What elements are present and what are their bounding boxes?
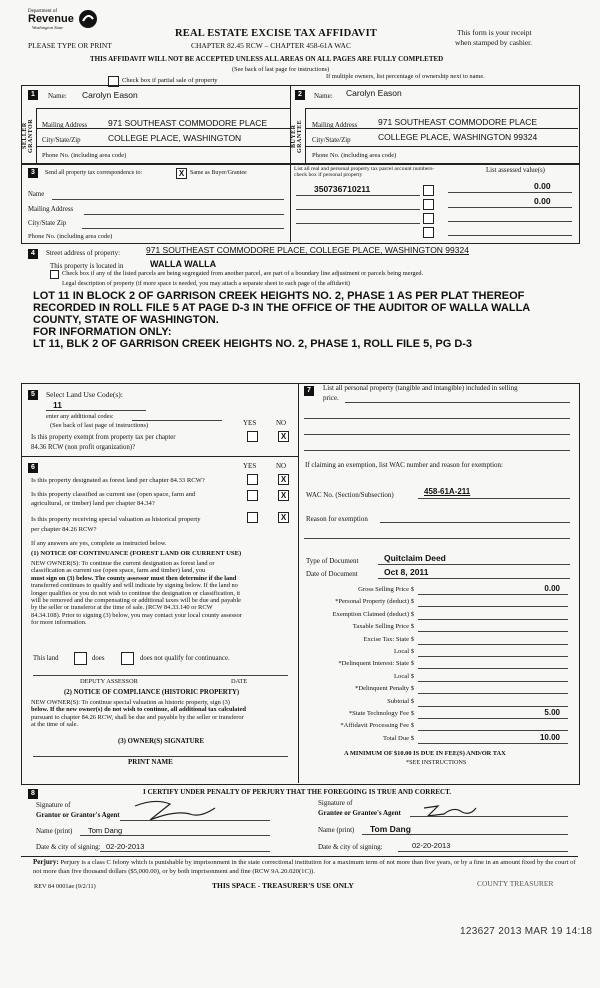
fee-row	[300, 596, 576, 608]
buyer-name-label: Name:	[314, 92, 333, 100]
receipt-note-1: This form is your receipt	[457, 28, 532, 37]
seller-city: COLLEGE PLACE, WASHINGTON	[108, 133, 242, 143]
section-2-badge: 2	[295, 90, 305, 100]
seller-mailing: 971 SOUTHEAST COMMODORE PLACE	[108, 118, 268, 128]
document-date: Oct 8, 2011	[384, 567, 429, 577]
assessed-value-2: 0.00	[534, 196, 551, 206]
grantee-agent-label: Grantee or Grantee's Agent	[318, 809, 401, 817]
grantor-name: Tom Dang	[88, 826, 123, 835]
grantee-date-label: Date & city of signing:	[318, 843, 383, 851]
section5-no-header: NO	[276, 419, 287, 427]
continuance-line-8: 84.34.108). Prior to signing (3) below, you may contact your local county assessor	[31, 611, 242, 619]
print-name-label: PRINT NAME	[128, 758, 173, 766]
same-as-buyer-checkbox[interactable]: X	[176, 168, 187, 179]
fee-row	[300, 621, 576, 633]
parcel-2-personal-checkbox[interactable]	[423, 199, 434, 210]
continuance-title: (1) NOTICE OF CONTINUANCE (FOREST LAND OR CURRENT USE)	[31, 550, 242, 557]
seller-mailing-label: Mailing Address	[42, 122, 88, 129]
fee-row	[300, 584, 576, 596]
fee-row	[300, 634, 576, 646]
fee-label: Exemption Claimed (deduct) $	[332, 610, 414, 618]
please-type: PLEASE TYPE OR PRINT	[28, 41, 112, 50]
located-county: WALLA WALLA	[150, 259, 217, 269]
section6-no-header: NO	[276, 462, 287, 470]
fee-row	[300, 708, 576, 720]
legal-line-2: RECORDED IN ROLL FILE 5 AT PAGE D-3 IN THE OFFICE OF THE AUDITOR OF WALLA WALLA	[33, 302, 531, 314]
section-5-badge: 5	[28, 390, 38, 400]
current-use-no-checkbox[interactable]: X	[278, 490, 289, 501]
fee-row	[300, 683, 576, 695]
this-land-label: This land	[33, 655, 59, 662]
revision-code: REV 84 0001ae (9/2/11)	[34, 883, 96, 890]
exempt-no-checkbox[interactable]: X	[278, 431, 289, 442]
located-label: This property is located in	[50, 262, 124, 270]
current-use-yes-checkbox[interactable]	[247, 490, 258, 501]
section-3-badge: 3	[28, 168, 38, 178]
historic-line-1: NEW OWNER(S): To continue special valuation as historic property, sign (3)	[31, 699, 230, 706]
street-address: 971 SOUTHEAST COMMODORE PLACE, COLLEGE PLACE, WASHINGTON 99324	[146, 245, 469, 255]
historic-question-2: per chapter 84.26 RCW?	[31, 526, 97, 533]
fee-label: *Delinquent Penalty $	[355, 685, 414, 693]
forest-no-checkbox[interactable]: X	[278, 474, 289, 485]
perjury-text: Perjury is a class C felony which is punishable by imprisonment in the state correctional institution for a maximum term of not more than five years, or by a fine in an amount fixed by the court of not more than five thousand dollars ($5,000.00), or by both imprisonment and fine (RCW 9A.20.020(1C)).	[33, 859, 576, 875]
continuance-line-2: classification as current use (open space, farm and timber) land, you	[31, 567, 206, 575]
buyer-city-label: City/State/Zip	[312, 137, 351, 144]
recording-stamp: 123627 2013 MAR 19 14:18	[460, 926, 593, 937]
wac-number: 458-61A-211	[424, 487, 471, 496]
buyer-mailing: 971 SOUTHEAST COMMODORE PLACE	[378, 117, 538, 127]
minimum-due-note: A MINIMUM OF $10.00 IS DUE IN FEE(S) AND/OR TAX	[344, 750, 506, 757]
section-6-badge: 6	[28, 463, 38, 473]
parcel-header: List all real and personal property tax parcel account numbers-check box if personal property	[294, 166, 435, 179]
section6-yes-header: YES	[243, 462, 257, 470]
grantee-signature-of: Signature of	[318, 799, 353, 807]
land-use-label: Select Land Use Code(s):	[46, 390, 123, 399]
fee-label: Local $	[394, 648, 414, 655]
receipt-note-2: when stamped by cashier.	[455, 38, 533, 47]
wac-label: WAC No. (Section/Subsection)	[306, 491, 394, 499]
document-date-label: Date of Document	[306, 570, 358, 578]
section-4-badge: 4	[28, 249, 38, 259]
seller-name-label: Name:	[48, 92, 67, 100]
fee-label: Subtotal $	[387, 697, 414, 705]
form-chapter: CHAPTER 82.45 RCW – CHAPTER 458-61A WAC	[191, 41, 351, 50]
deputy-date-label: DATE	[231, 678, 248, 685]
continuance-line-4: transferred continues to qualify and will indicate by signing below. If the land no	[31, 582, 238, 590]
current-use-question-1: Is this property classified as current use (open space, farm and	[31, 491, 196, 498]
personal-property-label-1: List all personal property (tangible and intangible) included in selling	[323, 384, 518, 392]
fee-value: 5.00	[544, 708, 560, 717]
historic-notice-text	[31, 699, 296, 729]
treasurer-space-label: THIS SPACE - TREASURER'S USE ONLY	[212, 881, 354, 890]
revenue-logo	[28, 9, 102, 39]
corr-name-label: Name	[28, 191, 45, 198]
perjury-notice	[33, 858, 578, 876]
exempt-yes-checkbox[interactable]	[247, 431, 258, 442]
logo-state: Washington State	[32, 25, 64, 30]
fee-label: *Delinquent Interest: State $	[338, 660, 414, 668]
fee-label: *State Technology Fee $	[348, 710, 414, 717]
fee-label: Local $	[394, 672, 414, 680]
exempt-question-1: Is this property exempt from property tax per chapter	[31, 434, 176, 441]
fee-value: 0.00	[544, 584, 560, 593]
additional-codes-label: enter any additional codes:	[46, 413, 114, 420]
seller-name: Carolyn Eason	[82, 90, 138, 100]
corr-city-label: City/State Zip	[28, 220, 67, 227]
historic-no-checkbox[interactable]: X	[278, 512, 289, 523]
legal-line-4: FOR INFORMATION ONLY:	[33, 326, 172, 338]
fee-row	[300, 696, 576, 708]
continuance-line-5: longer qualifies or you do not wish to continue the designation or classification, it	[31, 589, 241, 597]
historic-line-2: below. If the new owner(s) do not wish to continue, all additional tax calculated	[31, 706, 246, 714]
parcel-4-personal-checkbox[interactable]	[423, 227, 434, 238]
land-use-code: 11	[53, 400, 62, 410]
fee-table	[300, 584, 576, 764]
see-back-note: (See back of last page for instructions)	[232, 66, 330, 73]
grantor-signature-of: Signature of	[36, 801, 71, 809]
exemption-reason-label: Reason for exemption	[306, 515, 368, 523]
street-address-label: Street address of property:	[46, 249, 121, 257]
grantee-name-label: Name (print)	[318, 826, 355, 834]
send-correspondence-label: Send all property tax correspondence to:	[45, 170, 143, 176]
exemption-claim-label: If claiming an exemption, list WAC number and reason for exemption:	[305, 461, 503, 469]
form-title: REAL ESTATE EXCISE TAX AFFIDAVIT	[175, 28, 378, 39]
partial-sale-label: Check box if partial sale of property	[122, 77, 218, 84]
historic-notice-title: (2) NOTICE OF COMPLIANCE (HISTORIC PROPERTY)	[64, 689, 240, 696]
seller-city-label: City/State/Zip	[42, 137, 81, 144]
continuance-text	[31, 560, 296, 627]
fee-label: Taxable Selling Price $	[352, 623, 414, 631]
deputy-assessor-label: DEPUTY ASSESSOR	[80, 678, 138, 685]
segregated-checkbox[interactable]	[50, 270, 59, 279]
fee-row	[300, 609, 576, 621]
does-not-label: does not qualify for continuance.	[140, 655, 230, 662]
corr-mailing-label: Mailing Address	[28, 206, 74, 213]
logo-swirl-icon	[78, 9, 98, 29]
seller-side-label: SELLER GRANTOR	[22, 118, 34, 154]
current-use-question-2: agricultural, or timber) land per chapter 84.34?	[31, 500, 155, 507]
parcel-number: 350736710211	[314, 184, 371, 194]
does-checkbox[interactable]	[74, 652, 87, 665]
parcel-3-personal-checkbox[interactable]	[423, 213, 434, 224]
legal-description-label: Legal description of property (if more space is needed, you may attach a separate sheet to each page of the affidavit)	[62, 280, 350, 287]
historic-line-3: pursuant to chapter 84.26 RCW, shall be due and payable by the seller or transferor	[31, 713, 244, 721]
fee-label: *Personal Property (deduct) $	[335, 598, 414, 606]
fee-label: Gross Selling Price $	[358, 586, 414, 593]
land-use-see-back: (See back of last page of instructions)	[50, 422, 149, 429]
historic-line-4: at the time of sale.	[31, 721, 79, 729]
corr-phone-label: Phone No. (including area code)	[28, 233, 113, 240]
section-7-badge: 7	[304, 386, 314, 396]
grantor-date: 02-20-2013	[106, 842, 145, 851]
fee-row	[300, 646, 576, 658]
continuance-line-9: for more information.	[31, 619, 87, 627]
personal-property-label-2: price.	[323, 394, 339, 402]
historic-yes-checkbox[interactable]	[247, 512, 258, 523]
buyer-city: COLLEGE PLACE, WASHINGTON 99324	[378, 132, 538, 142]
does-label: does	[92, 655, 105, 662]
grantor-name-label: Name (print)	[36, 827, 73, 835]
fee-value: 10.00	[539, 732, 560, 742]
section-8-badge: 8	[28, 789, 38, 799]
fee-label: Total Due $	[382, 734, 414, 742]
continuance-line-6: will be removed and the compensating or additional taxes will be due and payable	[31, 597, 241, 605]
multiple-owners-note: If multiple owners, list percentage of ownership next to name.	[326, 73, 485, 80]
logo-dept: Department of	[28, 9, 58, 14]
fee-row	[300, 658, 576, 670]
buyer-name: Carolyn Eason	[346, 88, 402, 98]
grantor-agent-label: Grantor or Grantor's Agent	[36, 811, 120, 819]
county-treasurer-label: COUNTY TREASURER	[477, 879, 554, 888]
grantee-name: Tom Dang	[370, 824, 411, 834]
continuance-line-7: by the seller or transferor at the time of sale. (RCW 84.33.140 or RCW	[31, 604, 213, 612]
grantee-signature	[420, 800, 480, 820]
seller-phone-label: Phone No. (including area code)	[42, 152, 127, 159]
if-yes-note: If any answers are yes, complete as instructed below.	[31, 540, 167, 547]
legal-line-3: COUNTY, STATE OF WASHINGTON.	[33, 314, 219, 326]
fee-row	[300, 671, 576, 683]
assessed-value-1: 0.00	[534, 181, 551, 191]
warning-text: THIS AFFIDAVIT WILL NOT BE ACCEPTED UNLESS ALL AREAS ON ALL PAGES ARE FULLY COMPLETED	[90, 55, 444, 63]
parcel-1-personal-checkbox[interactable]	[423, 185, 434, 196]
legal-line-5: LT 11, BLK 2 OF GARRISON CREEK HEIGHTS NO. 2, PHASE 1, ROLL FILE 5, PG D-3	[33, 338, 473, 350]
section5-yes-header: YES	[243, 419, 257, 427]
assessed-header: List assessed value(s)	[486, 167, 545, 174]
fee-label: *Affidavit Processing Fee $	[340, 722, 414, 730]
legal-line-1: LOT 11 IN BLOCK 2 OF GARRISON CREEK HEIGHTS NO. 2, PHASE 1 AS PER PLAT THEREOF	[33, 290, 525, 302]
grantor-signature	[130, 796, 220, 826]
forest-question: Is this property designated as forest land per chapter 84.33 RCW?	[31, 477, 205, 484]
continuance-line-3: must sign on (3) below. The county assessor must then determine if the land	[31, 574, 237, 582]
document-type: Quitclaim Deed	[384, 553, 446, 563]
see-instructions-note: *SEE INSTRUCTIONS	[406, 759, 467, 766]
perjury-label: Perjury:	[33, 858, 59, 866]
buyer-mailing-label: Mailing Address	[312, 122, 358, 129]
exempt-question-2: 84.36 RCW (non profit organization)?	[31, 444, 136, 451]
owner-signature-label: (3) OWNER(S) SIGNATURE	[118, 738, 204, 745]
segregated-label: Check box if any of the listed parcels are being segregated from another parcel, are part of a boundary line adjustment or parcels being merged.	[62, 270, 424, 277]
buyer-phone-label: Phone No. (including area code)	[312, 152, 397, 159]
does-not-checkbox[interactable]	[121, 652, 134, 665]
grantor-date-label: Date & city of signing:	[36, 843, 101, 851]
certify-statement: I CERTIFY UNDER PENALTY OF PERJURY THAT THE FOREGOING IS TRUE AND CORRECT.	[143, 788, 452, 796]
forest-yes-checkbox[interactable]	[247, 474, 258, 485]
buyer-side-label: BUYER GRANTEE	[291, 119, 303, 153]
grantee-date: 02-20-2013	[412, 841, 451, 850]
fee-label: Excise Tax: State $	[363, 635, 414, 643]
section-1-badge: 1	[28, 90, 38, 100]
continuance-line-1: NEW OWNER(S): To continue the current designation as forest land or	[31, 560, 215, 567]
logo-name: Revenue	[28, 13, 74, 25]
fee-row	[300, 720, 576, 732]
document-type-label: Type of Document	[306, 557, 359, 565]
same-as-buyer-label: Same as Buyer/Grantee	[190, 170, 247, 176]
fee-row	[300, 733, 576, 745]
historic-question-1: Is this property receiving special valuation as historical property	[31, 516, 201, 523]
